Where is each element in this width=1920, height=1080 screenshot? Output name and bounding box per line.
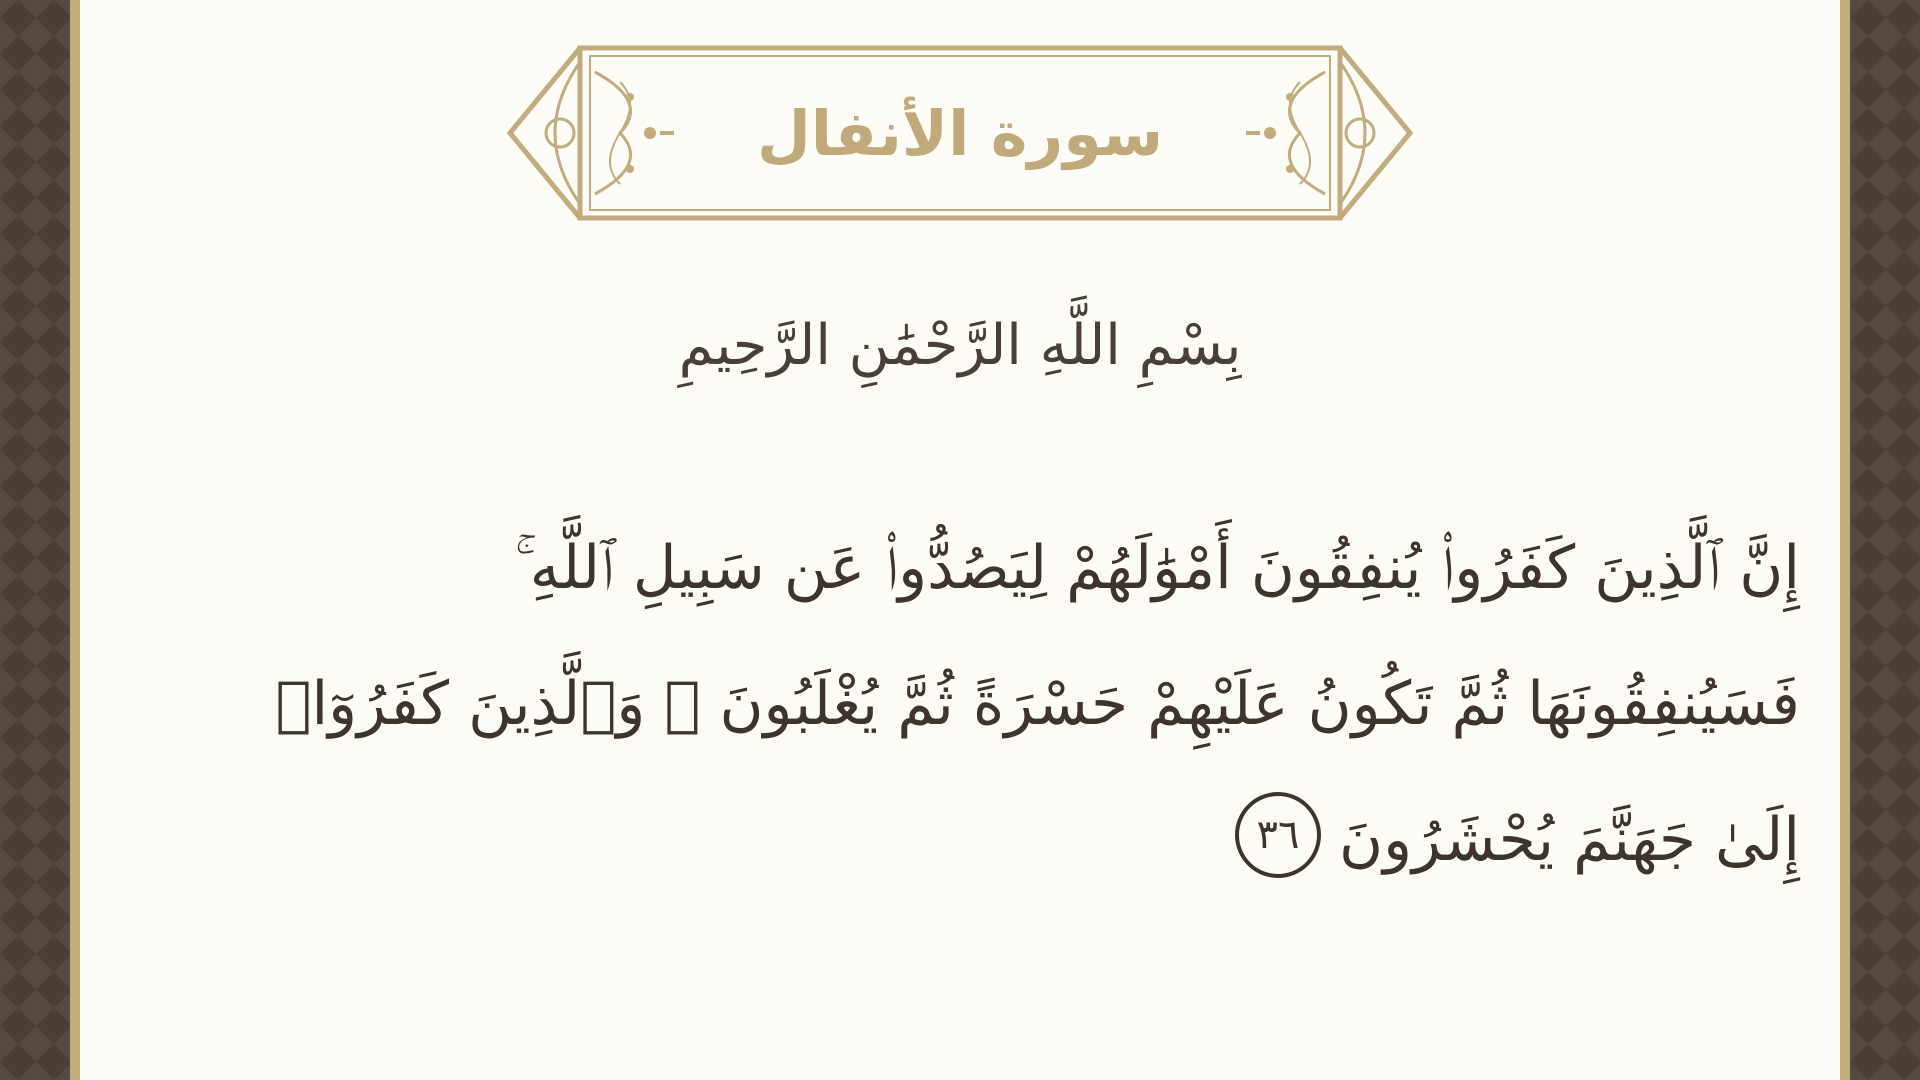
ayah-number-badge: ٣٦ [1235, 792, 1321, 878]
surah-title-frame [500, 42, 1420, 224]
verse-line-3 [360, 772, 1800, 908]
left-pattern-border [0, 0, 70, 1080]
verse-line-3-text: إِلَىٰ جَهَنَّمَ يُحْشَرُونَ [1339, 805, 1800, 875]
right-gold-border [1840, 0, 1850, 1080]
verse-line-1: إِنَّ ٱلَّذِينَ كَفَرُوا۟ يُنفِقُونَ أَمْوَٰلَهُمْ لِيَصُدُّوا۟ عَن سَبِيلِ ٱللَّهِ ۚ [514, 533, 1800, 603]
surah-title: سورة الأنفال [756, 96, 1164, 170]
verse-line-2: فَسَيُنفِقُونَهَا ثُمَّ تَكُونُ عَلَيْهِمْ حَسْرَةً ثُمَّ يُغْلَبُونَ ۗ وَٱلَّذِينَ كَفَرُوٓا۟ [275, 669, 1800, 739]
verse-text [275, 500, 1800, 908]
left-gold-border [70, 0, 80, 1080]
right-pattern-border [1850, 0, 1920, 1080]
basmala: بِسْمِ اللَّهِ الرَّحْمَٰنِ الرَّحِيمِ [678, 312, 1242, 378]
